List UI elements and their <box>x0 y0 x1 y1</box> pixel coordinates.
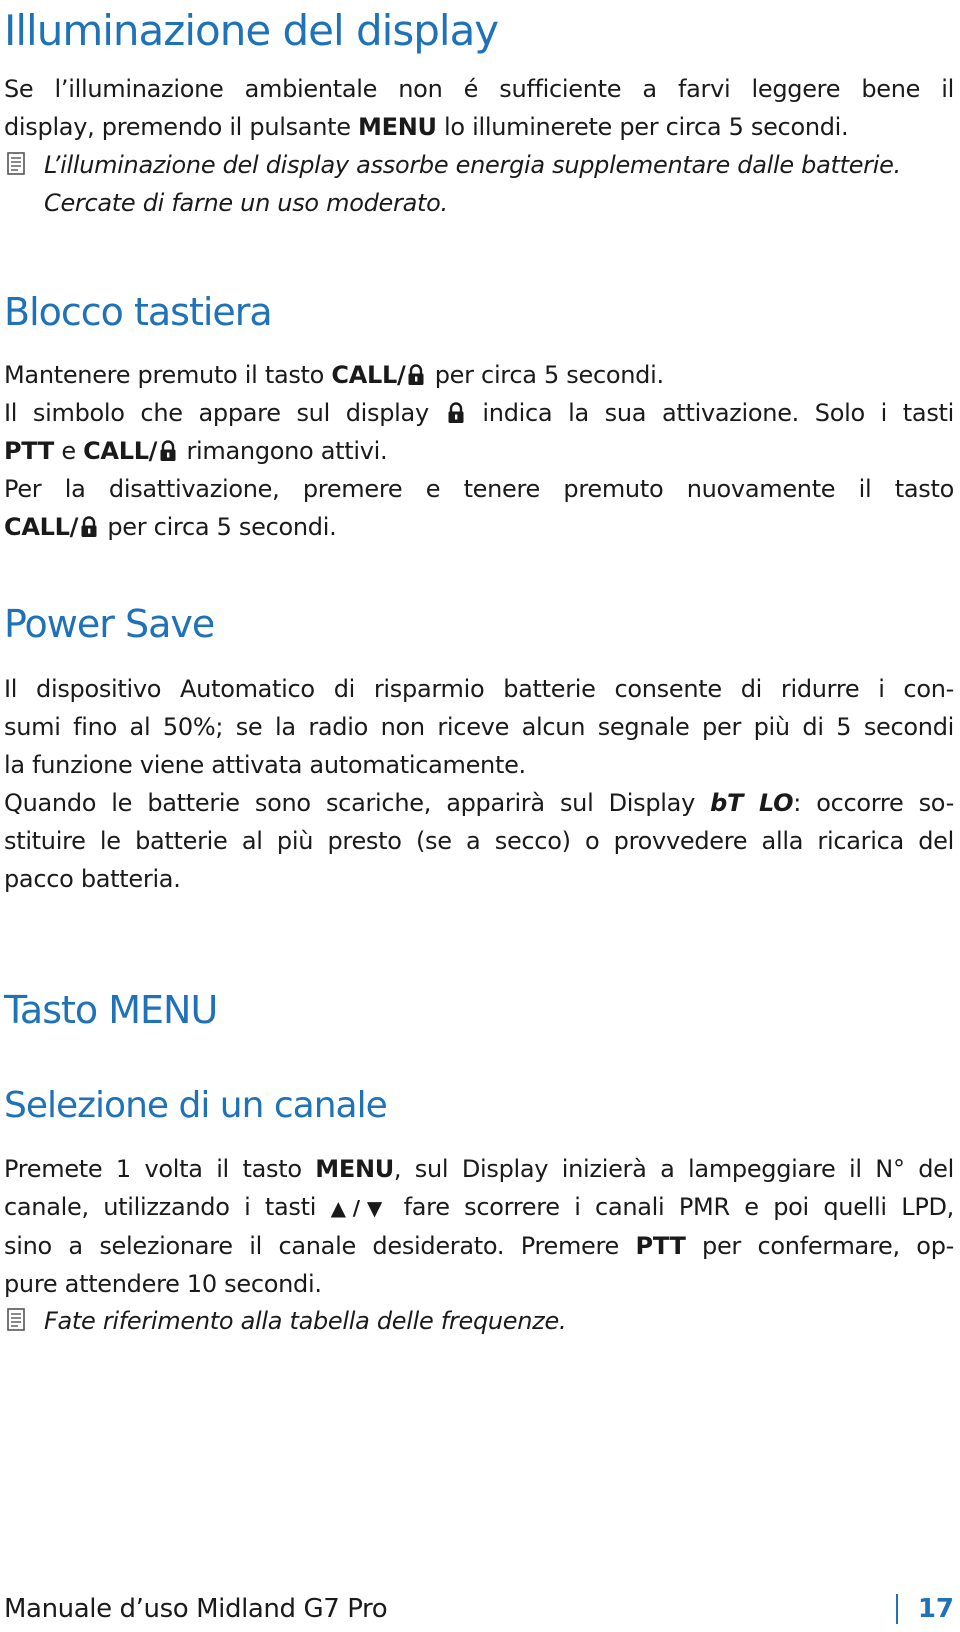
powersave-paragraph <box>4 670 954 898</box>
ptt-key-label: PTT <box>4 437 54 465</box>
display-line-2b: lo illuminerete per circa 5 secondi. <box>436 113 849 141</box>
heading-keylock: Blocco tastiera <box>4 290 272 334</box>
keylock-line-1b: per circa 5 secondi. <box>427 361 664 389</box>
lock-icon <box>159 440 177 462</box>
powersave-line-2: sumi fino al 50%; se la radio non riceve alcun segnale per più di 5 secondi <box>4 713 954 741</box>
menu-key-label: MENU <box>358 113 437 141</box>
heading-menu-key: Tasto MENU <box>4 988 218 1032</box>
menu-line-3b: per confermare, op- <box>685 1232 954 1260</box>
display-line-2a: display, premendo il pulsante <box>4 113 359 141</box>
subheading-channel-selection: Selezione di un canale <box>4 1085 387 1126</box>
menu-key-label: MENU <box>315 1155 394 1183</box>
menu-paragraph <box>4 1150 954 1303</box>
menu-note <box>4 1302 954 1340</box>
menu-line-1b: , sul Display inizierà a lampeggiare il N° del <box>393 1155 954 1183</box>
keylock-line-2b: indica la sua attivazione. Solo i tasti <box>466 399 955 427</box>
powersave-line-4a: Quando le batterie sono scariche, apparirà sul Display <box>4 789 711 817</box>
keylock-line-1a: Mantenere premuto il tasto <box>4 361 332 389</box>
menu-note-text: Fate riferimento alla tabella delle frequenze. <box>44 1307 567 1335</box>
ptt-key-label: PTT <box>635 1232 686 1260</box>
display-note-line-2: Cercate di farne un uso moderato. <box>44 189 448 217</box>
heading-display-lighting: Illuminazione del display <box>4 6 499 55</box>
menu-line-2b: fare scorrere i canali PMR e poi quelli LPD, <box>389 1193 954 1221</box>
keylock-line-3a: e <box>53 437 84 465</box>
footer-manual-title: Manuale d’uso Midland G7 Pro <box>4 1594 388 1624</box>
display-note <box>4 146 954 222</box>
call-key-label: CALL/ <box>331 361 406 389</box>
call-key-label: CALL/ <box>4 513 79 541</box>
display-paragraph <box>4 70 954 146</box>
display-note-line-1: L’illuminazione del display assorbe energia supplementare dalle batterie. <box>44 151 901 179</box>
powersave-line-3: la funzione viene attivata automaticamente. <box>4 751 526 779</box>
keylock-line-3b: rimangono attivi. <box>179 437 388 465</box>
powersave-line-4b: : occorre so- <box>793 789 955 817</box>
heading-power-save: Power Save <box>4 602 215 646</box>
page-footer <box>4 1588 954 1628</box>
keylock-line-5: per circa 5 secondi. <box>100 513 337 541</box>
page-number: 17 <box>896 1594 954 1624</box>
up-down-arrow-icon: ▲/▼ <box>330 1196 390 1220</box>
powersave-line-1: Il dispositivo Automatico di risparmio batterie consente di ridurre i con- <box>4 675 954 703</box>
call-key-label: CALL/ <box>83 437 158 465</box>
lock-icon <box>80 516 98 538</box>
keylock-paragraph <box>4 356 954 546</box>
powersave-line-5: stituire le batterie al più presto (se a secco) o provvedere alla ricarica del <box>4 827 954 855</box>
battery-low-indicator: bT LO <box>710 789 794 817</box>
note-icon <box>4 152 34 178</box>
lock-icon <box>447 402 465 424</box>
menu-line-2a: canale, utilizzando i tasti <box>4 1193 331 1221</box>
keylock-line-4: Per la disattivazione, premere e tenere premuto nuovamente il tasto <box>4 475 954 503</box>
powersave-line-6: pacco batteria. <box>4 865 181 893</box>
lock-icon <box>407 364 425 386</box>
display-line-1: Se l’illuminazione ambientale non é sufficiente a farvi leggere bene il <box>4 75 954 103</box>
keylock-line-2a: Il simbolo che appare sul display <box>4 399 445 427</box>
menu-line-3a: sino a selezionare il canale desiderato. Premere <box>4 1232 636 1260</box>
menu-line-1a: Premete 1 volta il tasto <box>4 1155 316 1183</box>
menu-line-4: pure attendere 10 secondi. <box>4 1270 322 1298</box>
note-icon <box>4 1308 34 1334</box>
